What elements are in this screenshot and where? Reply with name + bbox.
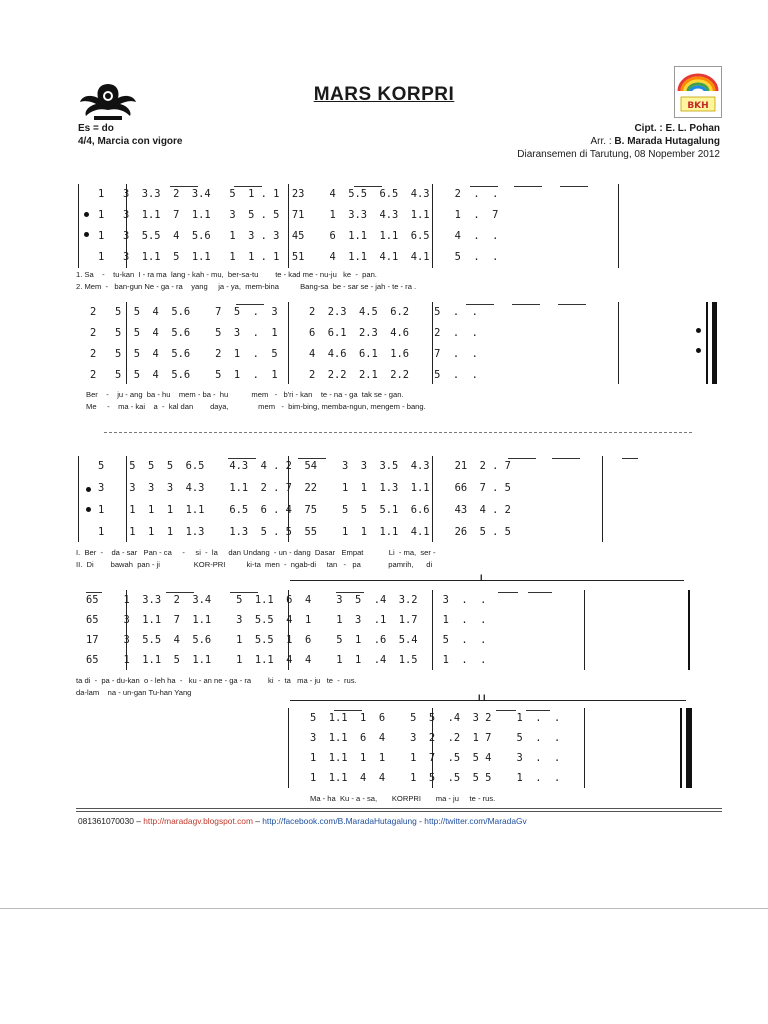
staff-row: 2 5 5 4 5.6 5 1 . 1 2 2.2 2.1 2.2 5 . . <box>90 369 478 381</box>
lyric-line: I. Ber - da - sar Pan - ca - si - la dan Undang - un - dang Dasar Empat Li - ma, ser - <box>76 548 436 557</box>
lyric-line: 2. Mem - ban-gun Ne - ga - ra yang ja - ya, mem-bina Bang-sa be - sar se - jah - te - ra . <box>76 282 417 291</box>
key-signature: Es = do <box>78 123 114 134</box>
footer-separator: – <box>252 816 263 826</box>
composer: Cipt. : E. L. Pohan <box>634 123 720 134</box>
staff-row: 65 3 1.1 7 1.1 3 5.5 4 1 1 3 .1 1.7 1 . . <box>86 614 487 626</box>
arranger-label: Arr. : <box>590 136 615 147</box>
volta-2-label: I I <box>478 693 486 703</box>
volta-1-label: I <box>480 573 483 583</box>
song-title: MARS KORPRI <box>313 84 455 105</box>
staff-row: 1 1.1 4 4 1 5 .5 5 5 1 . . <box>310 772 561 784</box>
lyric-line: 1. Sa - tu-kan I - ra ma lang - kah - mu, ber-sa-tu te - kad me - nu-ju ke - pan. <box>76 270 377 279</box>
facebook-link[interactable]: http://facebook.com/B.MaradaHutagalung <box>262 816 417 826</box>
staff-row: 1 3 1.1 7 1.1 3 5 . 5 71 1 3.3 4.3 1.1 1 . 7 <box>98 209 499 221</box>
staff-row: 1 1 1 1 1.1 6.5 6 . 4 75 5 5 5.1 6.6 43 4 . 2 <box>98 504 511 516</box>
staff-row: 2 5 5 4 5.6 2 1 . 5 4 4.6 6.1 1.6 7 . . <box>90 348 478 360</box>
staff-row: 65 1 3.3 2 3.4 5 1.1 6 4 3 5 .4 3.2 3 . . <box>86 594 487 606</box>
svg-text:BKH: BKH <box>687 101 709 111</box>
section-divider <box>104 432 692 433</box>
footer-contacts <box>78 816 527 826</box>
lyric-line: da-lam na - un-gan Tu-han Yang <box>76 688 192 697</box>
arranged-note: Diaransemen di Tarutung, 08 Nopember 2012 <box>517 149 720 160</box>
staff-row: 17 3 5.5 4 5.6 1 5.5 1 6 5 1 .6 5.4 5 . . <box>86 634 487 646</box>
staff-row: 1 1 1 1 1.3 1.3 5 . 5 55 1 1 1.1 4.1 26 5 . 5 <box>98 526 511 538</box>
staff-row: 1 3 1.1 5 1.1 1 1 . 1 51 4 1.1 4.1 4.1 5 . . <box>98 251 499 263</box>
tempo-marking: 4/4, Marcia con vigore <box>78 136 183 147</box>
staff-row: 5 5 5 5 6.5 4.3 4 . 2 54 3 3 3.5 4.3 21 2 . 7 <box>98 460 511 472</box>
key-and-tempo <box>78 122 183 148</box>
footer-separator: – <box>133 816 144 826</box>
staff-row: 1 3 5.5 4 5.6 1 3 . 3 45 6 1.1 1.1 6.5 4 . . <box>98 230 499 242</box>
twitter-link[interactable]: http://twitter.com/MaradaGv <box>424 816 527 826</box>
staff-row: 1 3 3.3 2 3.4 5 1 . 1 23 4 5.5 6.5 4.3 2 . . <box>98 188 499 200</box>
footer-rule-bottom <box>76 811 722 812</box>
staff-row: 5 1.1 1 6 5 5 .4 3 2 1 . . <box>310 712 561 724</box>
staff-row: 65 1 1.1 5 1.1 1 1.1 4 4 1 1 .4 1.5 1 . . <box>86 654 487 666</box>
blog-link[interactable]: http://maradagv.blogspot.com <box>143 816 253 826</box>
credits <box>517 122 720 161</box>
lyric-line: ta di - pa - du-kan o - leh ha - ku - an ne - ga - ra ki - ta ma - ju te - rus. <box>76 676 357 685</box>
staff-row: 1 1.1 1 1 1 7 .5 5 4 3 . . <box>310 752 561 764</box>
lyric-line: Ma - ha Ku - a - sa, KORPRI ma - ju te - rus. <box>310 794 496 803</box>
staff-row: 3 3 3 3 4.3 1.1 2 . 7 22 1 1 1.3 1.1 66 7 . 5 <box>98 482 511 494</box>
lyric-line: II. Di bawah pan - ji KOR-PRI ki-ta men - ngab-di tan - pa pamrih, di <box>76 560 433 569</box>
staff-row: 2 5 5 4 5.6 7 5 . 3 2 2.3 4.5 6.2 5 . . <box>90 306 478 318</box>
page-bottom-rule <box>0 908 768 909</box>
footer-phone: 081361070030 <box>78 816 134 826</box>
arranger: B. Marada Hutagalung <box>614 136 720 147</box>
footer-rule-top <box>76 808 722 809</box>
staff-row: 3 1.1 6 4 3 2 .2 1 7 5 . . <box>310 732 561 744</box>
lyric-line: Me - ma - kai a - kal dan daya, mem - bim-bing, memba-ngun, mengem - bang. <box>86 402 426 411</box>
footer-separator: - <box>416 816 425 826</box>
staff-row: 2 5 5 4 5.6 5 3 . 1 6 6.1 2.3 4.6 2 . . <box>90 327 478 339</box>
lyric-line: Ber - ju - ang ba - hu mem - ba - hu mem - b'ri - kan te - na - ga tak se - gan. <box>86 390 404 399</box>
